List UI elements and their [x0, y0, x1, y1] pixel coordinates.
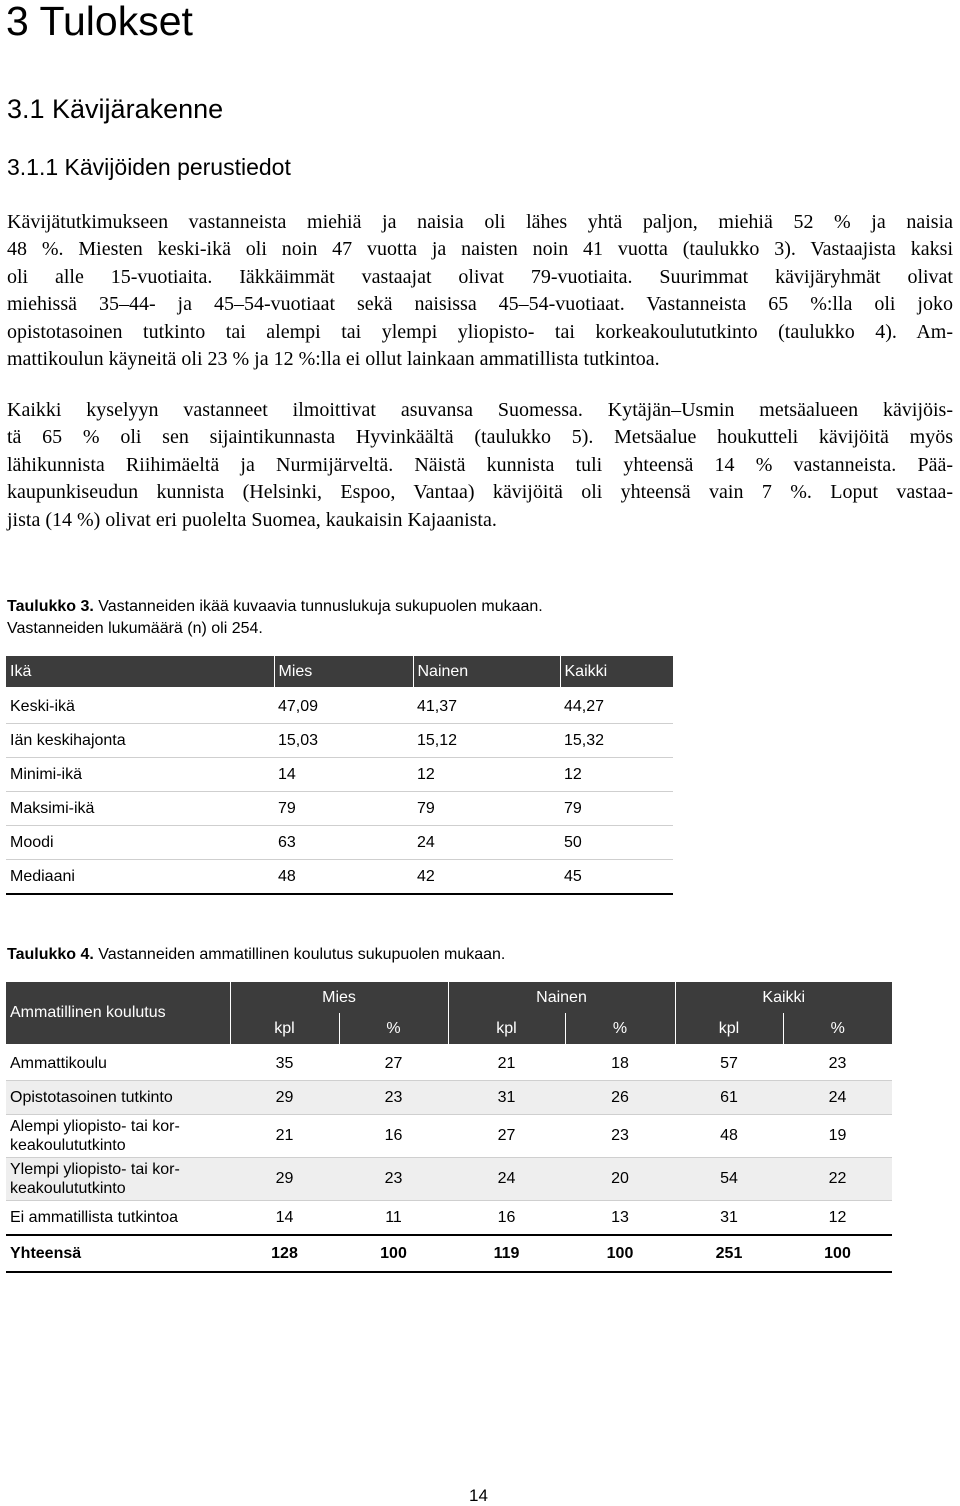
page-number: 14 [469, 1486, 488, 1505]
table-cell: 27 [339, 1047, 448, 1081]
table-row [6, 1047, 892, 1081]
table3-caption [7, 596, 543, 640]
column-header: Ikä [6, 656, 274, 687]
paragraph-line: Kaikki kyselyyn vastanneet ilmoittivat asuvansa Suomessa. Kytäjän–Usmin metsäalueen kävijöis- [7, 399, 953, 421]
table-cell: 12 [413, 758, 560, 792]
paragraph-visitor-basics [7, 209, 953, 373]
chapter-heading: 3 Tulokset [6, 0, 193, 44]
table-cell: 21 [230, 1115, 339, 1158]
table-cell: 15,32 [560, 724, 673, 758]
table-header-row [6, 656, 673, 687]
table-row [6, 1158, 892, 1201]
table-cell: 12 [560, 758, 673, 792]
paragraph-line: opistotasoinen tutkinto tai alempi tai ylempi yliopisto- tai korkeakoulututkinto (taulukko 4). Am- [7, 320, 953, 343]
table-row [6, 724, 673, 758]
table-cell: 22 [783, 1158, 892, 1201]
table-cell: 119 [448, 1235, 565, 1272]
paragraph-line: 48 %. Miesten keski-ikä oli noin 47 vuotta ja naisten noin 41 vuotta (taulukko 3). Vastaajista kaksi [7, 238, 953, 261]
row-label: Ammattikoulu [6, 1047, 230, 1081]
table3-caption-label: Taulukko 3. [7, 598, 94, 615]
paragraph-line: oli alle 15-vuotiaita. Iäkkäimmät vastaajat olivat 79-vuotiaita. Suurimmat kävijäryhmät olivat [7, 265, 953, 288]
row-label: Yhteensä [6, 1235, 230, 1272]
table-cell: 24 [413, 826, 560, 860]
table-row [6, 690, 673, 724]
paragraph-line: jista (14 %) olivat eri puolelta Suomea, kaukaisin Kajaanista. [7, 508, 497, 531]
table-cell: 44,27 [560, 690, 673, 724]
table4-caption [7, 944, 505, 966]
table-cell: 251 [675, 1235, 783, 1272]
subheader: kpl [230, 1013, 339, 1044]
table-cell: 24 [783, 1081, 892, 1115]
table-cell: 27 [448, 1115, 565, 1158]
table-cell: 16 [339, 1115, 448, 1158]
table-cell: 48 [675, 1115, 783, 1158]
paragraph-residence [7, 397, 953, 534]
table-cell: 29 [230, 1158, 339, 1201]
row-label [6, 1115, 230, 1158]
row-label: Ei ammatillista tutkintoa [6, 1201, 230, 1236]
row-label [6, 1158, 230, 1201]
column-header: Kaikki [560, 656, 673, 687]
row-label-line: keakoulututkinto [10, 1137, 126, 1154]
row-label: Minimi-ikä [6, 758, 274, 792]
column-header: Nainen [413, 656, 560, 687]
table-cell: 50 [560, 826, 673, 860]
column-header: Mies [274, 656, 413, 687]
subsection-heading: 3.1.1 Kävijöiden perustiedot [7, 154, 291, 180]
row-label: Opistotasoinen tutkinto [6, 1081, 230, 1115]
paragraph-line: miehissä 35–44- ja 45–54-vuotiaat sekä naisissa 45–54-vuotiaat. Vastanneista 65 %:lla oli joko [7, 293, 953, 316]
paragraph-line: lähikunnista Riihimäeltä ja Nurmijärveltä. Näistä kunnista tuli yhteensä 14 % vastanneista. Pää- [7, 453, 953, 476]
table-row [6, 792, 673, 826]
table-cell: 21 [448, 1047, 565, 1081]
row-label-line: keakoulututkinto [10, 1180, 126, 1197]
section-heading: 3.1 Kävijärakenne [7, 94, 224, 124]
subheader: kpl [675, 1013, 783, 1044]
subheader: % [565, 1013, 675, 1044]
row-label: Mediaani [6, 860, 274, 895]
table-cell: 14 [274, 758, 413, 792]
table-cell: 23 [565, 1115, 675, 1158]
group-header: Nainen [448, 982, 675, 1013]
table3-caption-line2: Vastanneiden lukumäärä (n) oli 254. [7, 620, 263, 637]
table-cell: 19 [783, 1115, 892, 1158]
group-header: Mies [230, 982, 448, 1013]
table-cell: 13 [565, 1201, 675, 1236]
table-cell: 23 [339, 1081, 448, 1115]
table-cell: 63 [274, 826, 413, 860]
table-cell: 61 [675, 1081, 783, 1115]
row-label: Moodi [6, 826, 274, 860]
table-row [6, 860, 673, 895]
row-label: Maksimi-ikä [6, 792, 274, 826]
table-cell: 31 [675, 1201, 783, 1236]
table-row [6, 758, 673, 792]
table-cell: 14 [230, 1201, 339, 1236]
group-header: Kaikki [675, 982, 892, 1013]
table-cell: 24 [448, 1158, 565, 1201]
table-cell: 47,09 [274, 690, 413, 724]
table-cell: 23 [339, 1158, 448, 1201]
table-cell: 20 [565, 1158, 675, 1201]
table-cell: 31 [448, 1081, 565, 1115]
paragraph-line: tä 65 % oli sen sijaintikunnasta Hyvinkäältä (taulukko 5). Metsäalue houkutteli kävijöitä myös [7, 426, 953, 449]
row-label-line: Ylempi yliopisto- tai kor- [10, 1161, 180, 1178]
table-cell: 100 [783, 1235, 892, 1272]
table-cell: 41,37 [413, 690, 560, 724]
table-cell: 18 [565, 1047, 675, 1081]
table-cell: 100 [565, 1235, 675, 1272]
table-header-row [6, 982, 892, 1013]
table-row [6, 1201, 892, 1236]
paragraph-line: mattikoulun käyneitä oli 23 % ja 12 %:lla ei ollut lainkaan ammatillista tutkintoa. [7, 347, 660, 370]
table4-caption-label: Taulukko 4. [7, 946, 94, 963]
age-statistics-table [6, 656, 673, 895]
table-cell: 57 [675, 1047, 783, 1081]
paragraph-line: Kävijätutkimukseen vastanneista miehiä ja naisia oli lähes yhtä paljon, miehiä 52 % ja naisia [7, 211, 953, 233]
table-cell: 15,12 [413, 724, 560, 758]
table-cell: 29 [230, 1081, 339, 1115]
table-cell: 23 [783, 1047, 892, 1081]
table-cell: 79 [560, 792, 673, 826]
table-cell: 54 [675, 1158, 783, 1201]
total-row [6, 1235, 892, 1272]
subheader: kpl [448, 1013, 565, 1044]
paragraph-line: kaupunkiseudun kunnista (Helsinki, Espoo, Vantaa) kävijöitä oli yhteensä vain 7 %. Loput vastaa- [7, 481, 953, 504]
table-row [6, 1115, 892, 1158]
row-label: Keski-ikä [6, 690, 274, 724]
table-cell: 45 [560, 860, 673, 895]
table-cell: 128 [230, 1235, 339, 1272]
subheader: % [339, 1013, 448, 1044]
table-cell: 16 [448, 1201, 565, 1236]
table-cell: 100 [339, 1235, 448, 1272]
table-row [6, 826, 673, 860]
row-label-line: Alempi yliopisto- tai kor- [10, 1118, 180, 1135]
corner-header: Ammatillinen koulutus [6, 982, 230, 1044]
row-label: Iän keskihajonta [6, 724, 274, 758]
table-cell: 12 [783, 1201, 892, 1236]
subheader: % [783, 1013, 892, 1044]
table-cell: 26 [565, 1081, 675, 1115]
table3-caption-text: Vastanneiden ikää kuvaavia tunnuslukuja sukupuolen mukaan. [93, 598, 543, 615]
table-row [6, 1081, 892, 1115]
table4-caption-text: Vastanneiden ammatillinen koulutus sukupuolen mukaan. [93, 946, 506, 963]
table-cell: 48 [274, 860, 413, 895]
table-cell: 11 [339, 1201, 448, 1236]
table-cell: 15,03 [274, 724, 413, 758]
table-cell: 79 [274, 792, 413, 826]
education-table [6, 982, 892, 1273]
table-cell: 42 [413, 860, 560, 895]
table-cell: 79 [413, 792, 560, 826]
table-cell: 35 [230, 1047, 339, 1081]
